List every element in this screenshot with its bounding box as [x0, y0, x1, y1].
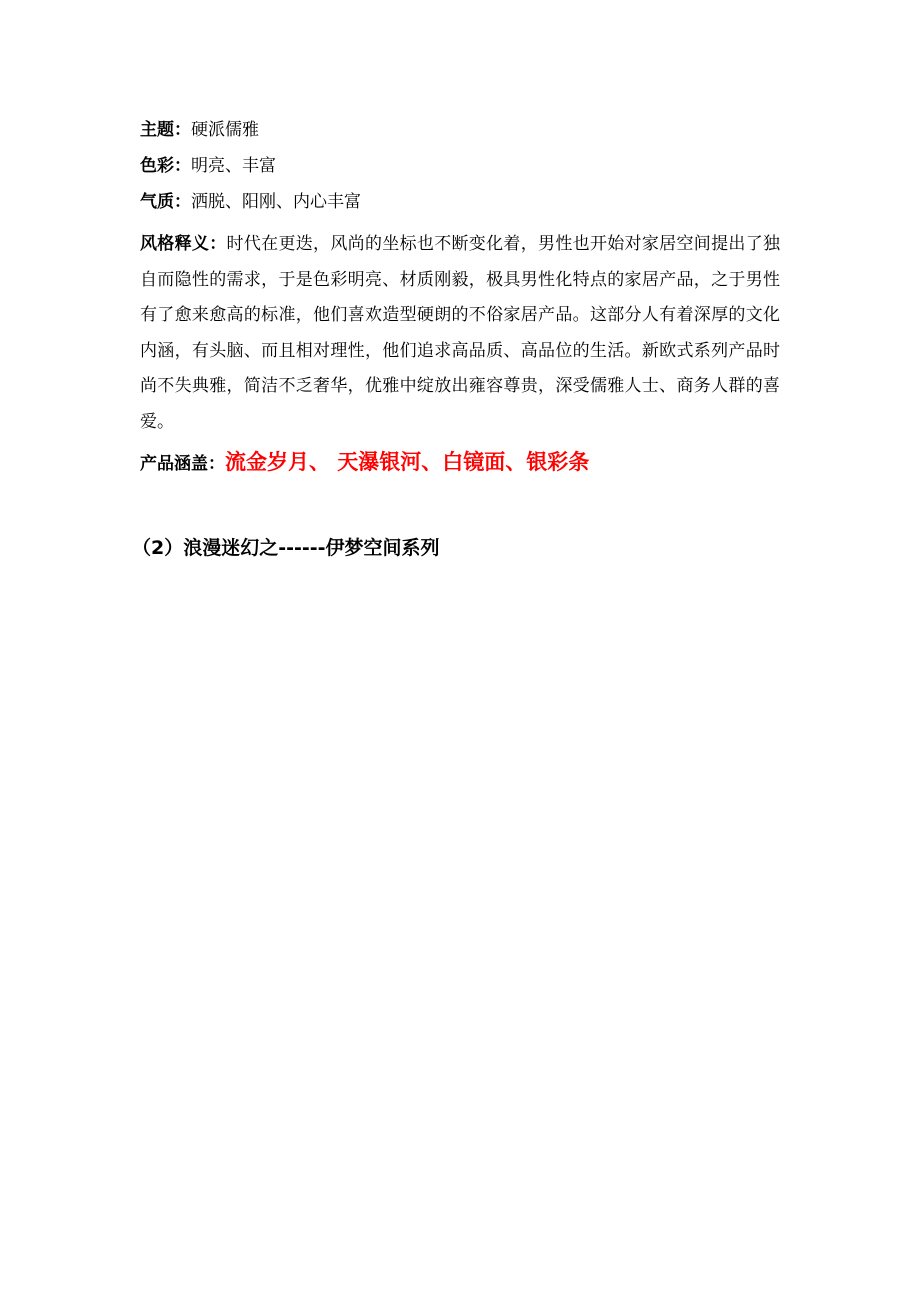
style-explanation-label: 风格释义： — [140, 234, 227, 254]
section-heading: （2）浪漫迷幻之------伊梦空间系列 — [132, 537, 440, 559]
color-value: 明亮、丰富 — [191, 156, 276, 176]
products-line — [140, 446, 589, 476]
color-label: 色彩： — [140, 156, 191, 176]
products-label: 产品涵盖： — [140, 454, 225, 474]
style-explanation-paragraph — [140, 227, 780, 440]
theme-label: 主题： — [140, 120, 191, 140]
theme-line — [140, 120, 259, 140]
theme-value: 硬派儒雅 — [191, 120, 259, 140]
temperament-label: 气质： — [140, 192, 191, 212]
style-explanation-text: 时代在更迭，风尚的坐标也不断变化着，男性也开始对家居空间提出了独自而隐性的需求，于是色彩明亮、材质刚毅，极具男性化特点的家居产品，之于男性有了愈来愈高的标准，他们喜欢造型硬朗的不俗家居产品。这部分人有着深厚的文化内涵，有头脑、而且相对理性，他们追求高品质、高品位的生活。新欧式系列产品时尚不失典雅，简洁不乏奢华，优雅中绽放出雍容尊贵，深受儒雅人士、商务人群的喜爱。 — [140, 234, 781, 432]
temperament-line — [140, 192, 361, 212]
color-line — [140, 156, 276, 176]
temperament-value: 洒脱、阳刚、内心丰富 — [191, 192, 361, 212]
products-value: 流金岁月、 天瀑银河、白镜面、银彩条 — [225, 450, 590, 474]
